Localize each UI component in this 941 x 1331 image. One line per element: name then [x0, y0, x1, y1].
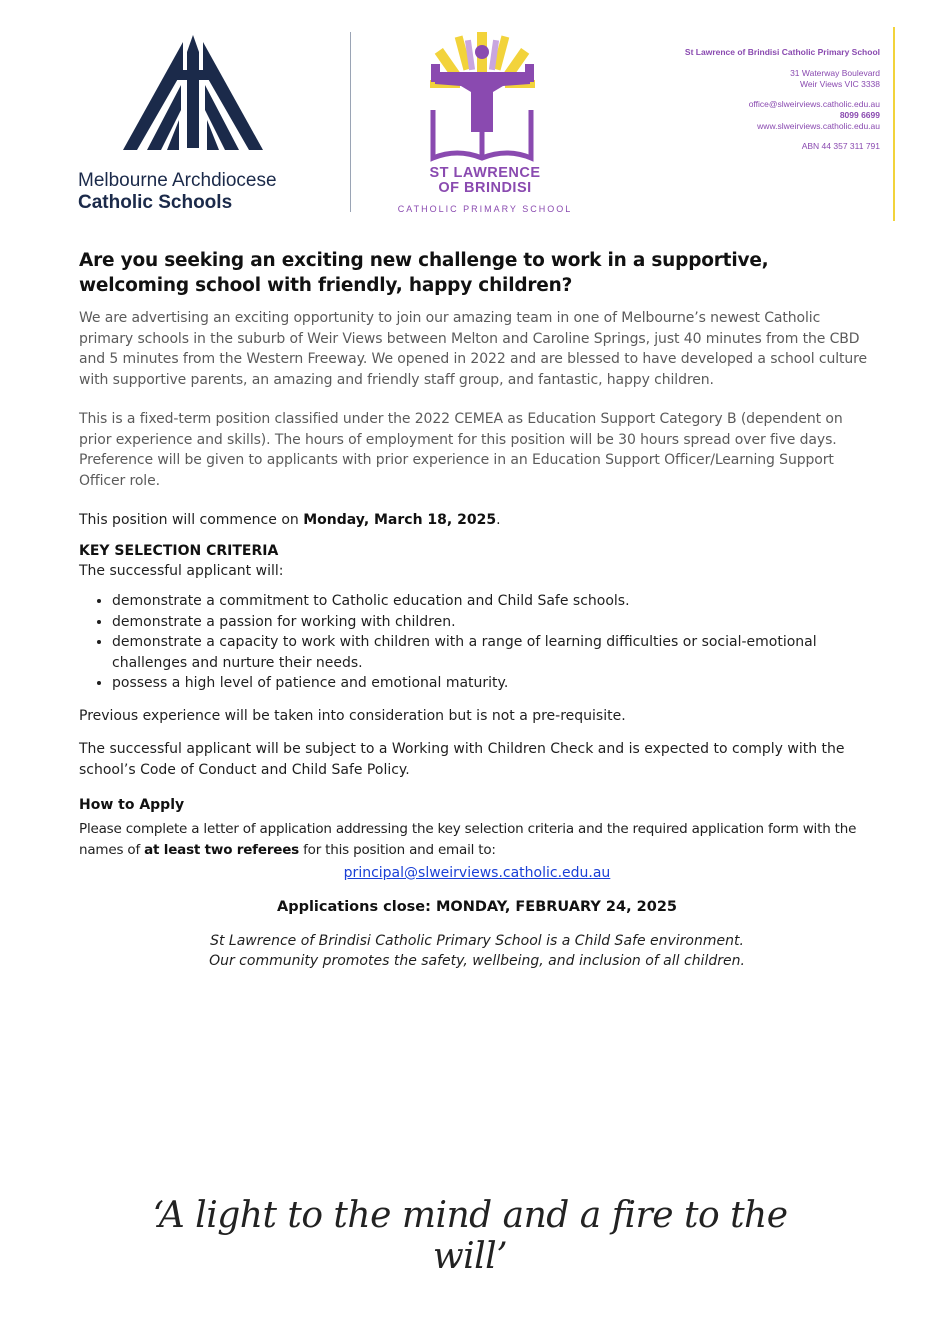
page-title: Are you seeking an exciting new challenge to work in a supportive, welcoming school with friendly, happy children? — [79, 250, 769, 296]
archdiocese-name-line2: Catholic Schools — [78, 192, 233, 213]
contact-phone: 8099 6699 — [839, 110, 880, 120]
apply-email-row — [79, 862, 875, 881]
criteria-item: • demonstrate a passion for working with children. — [112, 612, 875, 633]
criteria-list — [79, 591, 875, 694]
contact-email[interactable]: office@slweirviews.catholic.edu.au — [748, 99, 880, 109]
child-safe-line1: St Lawrence of Brindisi Catholic Primary School is a Child Safe environment. — [210, 933, 744, 949]
child-safe-line2: Our community promotes the safety, wellbeing, and inclusion of all children. — [209, 953, 745, 969]
position-paragraph: This is a fixed-term position classified under the 2022 CEMEA as Education Support Category B (dependent on prior experience and skills). The hours of employment for this position will be 30 hours spread over five days. Preference will be given to applicants with prior experience in an Education Support Officer/Learning Support Officer role. — [79, 411, 843, 489]
commence-paragraph — [79, 510, 875, 531]
criteria-item: • demonstrate a capacity to work with children with a range of learning difficulties or social-emotional challenges and nurture their needs. — [112, 632, 875, 673]
school-logo-subtitle: CATHOLIC PRIMARY SCHOOL — [397, 204, 573, 214]
school-logo-name-line1: ST LAWRENCE — [429, 165, 541, 181]
commence-prefix: This position will commence on — [79, 512, 304, 528]
wwcc-paragraph: The successful applicant will be subject to a Working with Children Check and is expected to comply with the school’s Code of Conduct and Child Safe Policy. — [79, 741, 845, 778]
child-safe-statement — [79, 931, 875, 971]
contact-address-line2: Weir Views VIC 3338 — [800, 79, 880, 89]
ksc-heading: KEY SELECTION CRITERIA — [79, 542, 279, 559]
contact-details — [640, 99, 880, 132]
contact-abn: ABN 44 357 311 791 — [801, 141, 880, 151]
header-accent-bar — [893, 27, 895, 221]
apply-paragraph — [79, 819, 875, 860]
commence-suffix: . — [496, 512, 501, 528]
school-logo-name-line2: OF BRINDISI — [438, 180, 532, 196]
apply-text-start: Please complete a letter of application addressing the key selection criteria and the required application form with the names of — [79, 821, 857, 858]
contact-block — [640, 47, 880, 152]
school-crest-logo — [415, 30, 550, 165]
contact-address-line1: 31 Waterway Boulevard — [790, 68, 880, 78]
criteria-item: • possess a high level of patience and emotional maturity. — [112, 673, 875, 694]
archdiocese-name — [78, 170, 338, 214]
contact-website[interactable]: www.slweirviews.catholic.edu.au — [757, 121, 880, 131]
applications-close: Applications close: MONDAY, FEBRUARY 24, 2025 — [276, 899, 677, 915]
header-divider — [350, 32, 351, 212]
principal-email-link[interactable]: principal@slweirviews.catholic.edu.au — [343, 865, 611, 881]
experience-paragraph: Previous experience will be taken into consideration but is not a pre-requisite. — [79, 707, 626, 724]
document-body — [79, 248, 875, 971]
contact-address — [640, 68, 880, 90]
ksc-intro: The successful applicant will: — [79, 562, 284, 579]
criteria-item: • demonstrate a commitment to Catholic education and Child Safe schools. — [112, 591, 875, 612]
archdiocese-name-line1: Melbourne Archdiocese — [78, 170, 277, 191]
apply-heading: How to Apply — [79, 797, 185, 813]
apply-text-end: for this position and email to: — [299, 841, 496, 858]
apply-referees: at least two referees — [144, 841, 300, 858]
school-logo-name — [385, 166, 585, 196]
contact-school-name: St Lawrence of Brindisi Catholic Primary School — [684, 47, 880, 57]
school-motto: ‘A light to the mind and a fire to the will’ — [152, 1195, 788, 1277]
commence-date: Monday, March 18, 2025 — [303, 512, 497, 528]
intro-paragraph: We are advertising an exciting opportunity to join our amazing team in one of Melbourne’s newest Catholic primary schools in the suburb of Weir Views between Melton and Caroline Springs, just 40 minutes from the CBD and 5 minutes from the Western Freeway. We opened in 2022 and are blessed to have developed a school culture with supportive parents, an amazing and friendly staff group, and fantastic, happy children. — [79, 310, 868, 388]
